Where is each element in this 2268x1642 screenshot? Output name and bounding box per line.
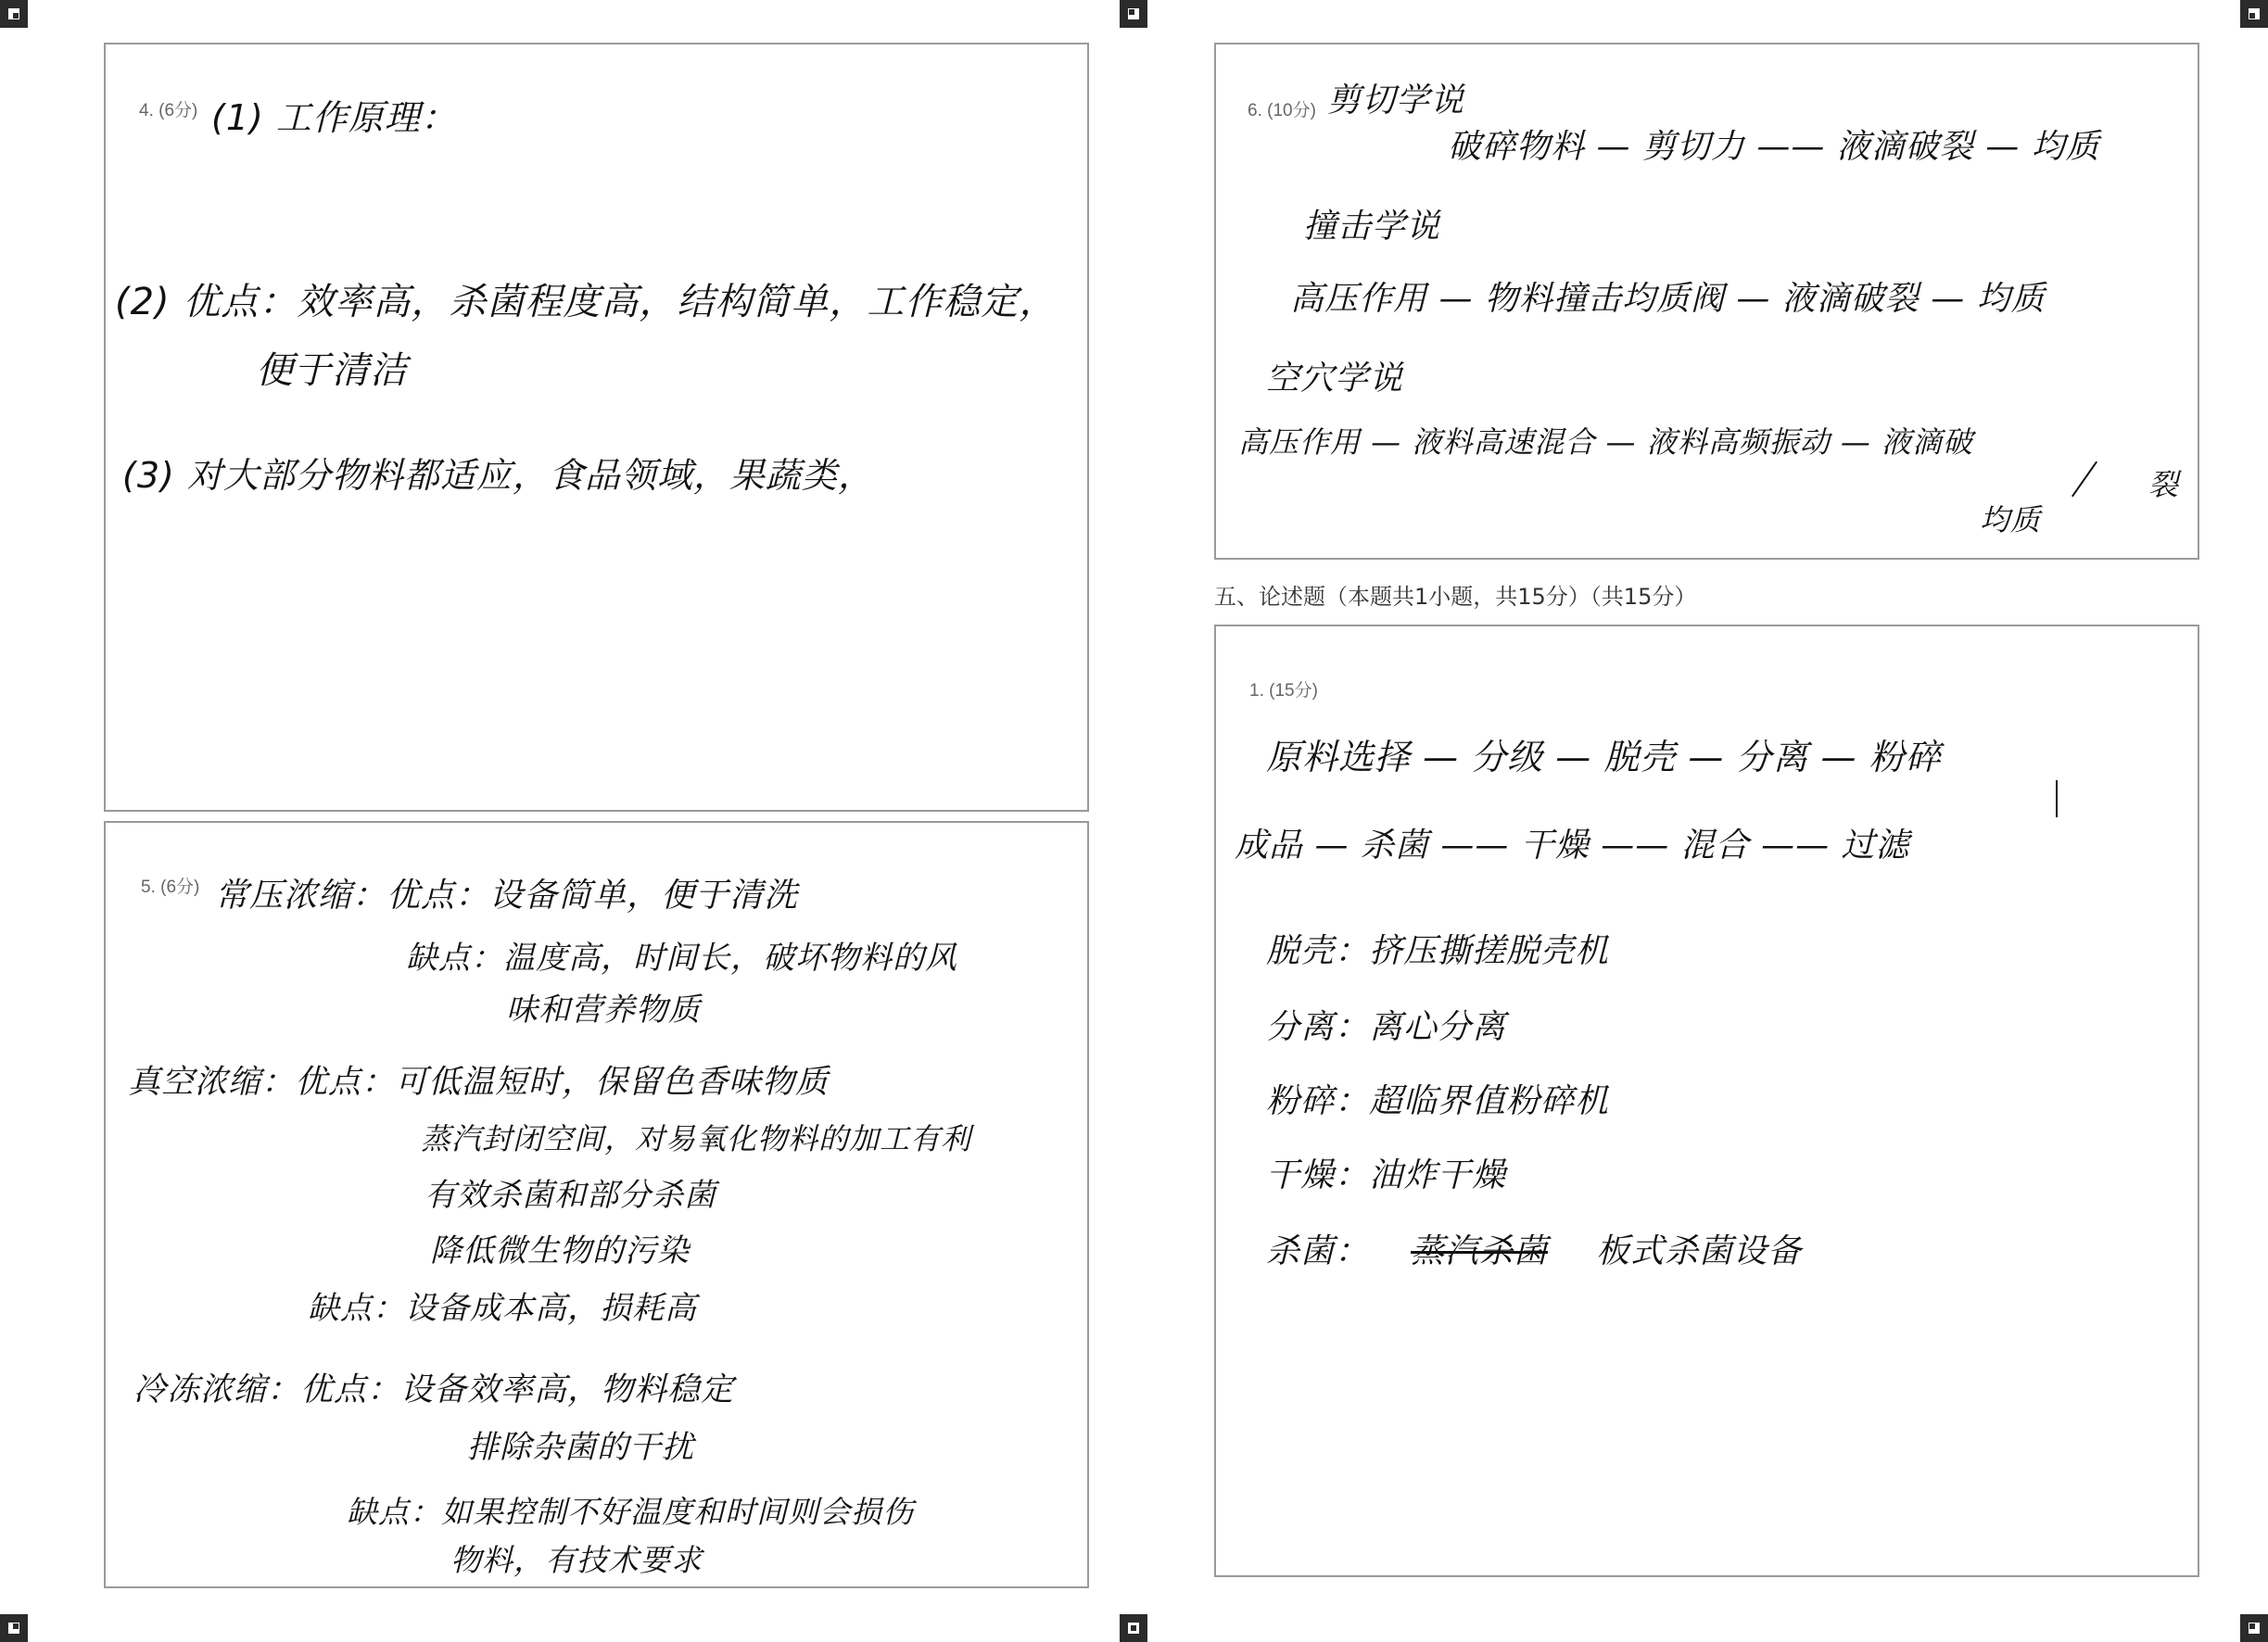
answer-box-q4 xyxy=(104,43,1089,812)
corner-marker-bottom-left xyxy=(0,1614,28,1642)
q6-line-5: 空穴学说 xyxy=(1266,360,1404,398)
q6-line-7: 裂 xyxy=(2148,467,2180,502)
q5-line-6: 有效杀菌和部分杀菌 xyxy=(424,1177,716,1214)
corner-marker-bottom-center xyxy=(1120,1614,1147,1642)
essay-line-4: 分离：离心分离 xyxy=(1266,1008,1507,1046)
corner-marker-bottom-right xyxy=(2240,1614,2268,1642)
essay-line-7b-struck: 蒸汽杀菌 xyxy=(1411,1232,1549,1270)
essay-connector-line xyxy=(2056,780,2058,817)
q6-line-4: 高压作用 — 物料撞击均质阀 — 液滴破裂 — 均质 xyxy=(1290,280,2046,318)
q5-line-10: 排除杂菌的干扰 xyxy=(467,1429,694,1466)
q6-line-2: 破碎物料 — 剪切力 —— 液滴破裂 — 均质 xyxy=(1448,128,2100,166)
q6-line-8: 均质 xyxy=(1980,502,2042,537)
q5-line-8: 缺点：设备成本高，损耗高 xyxy=(308,1290,697,1327)
question-label-q5: 5. (6分) xyxy=(141,878,200,897)
q4-line-2: (2) 优点：效率高，杀菌程度高，结构简单，工作稳定， xyxy=(115,281,1058,323)
corner-marker-top-right xyxy=(2240,0,2268,28)
q6-line-6: 高压作用 — 液料高速混合 — 液料高频振动 — 液滴破 xyxy=(1238,424,1974,460)
q5-line-4: 真空浓缩：优点：可低温短时，保留色香味物质 xyxy=(128,1064,830,1101)
q5-line-3: 味和营养物质 xyxy=(506,992,701,1029)
q4-line-4: (3) 对大部分物料都适应，食品领域，果蔬类， xyxy=(122,455,874,496)
question-label-q6: 6. (10分) xyxy=(1248,101,1316,120)
q5-line-12: 物料，有技术要求 xyxy=(450,1542,703,1578)
question-label-essay-q1: 1. (15分) xyxy=(1249,681,1318,701)
section-title-essay: 五、论述题（本题共1小题，共15分）（共15分） xyxy=(1214,584,1697,610)
q5-line-9: 冷冻浓缩：优点：设备效率高，物料稳定 xyxy=(133,1371,735,1408)
q5-line-7: 降低微生物的污染 xyxy=(430,1232,690,1269)
answer-box-essay-q1 xyxy=(1214,625,2199,1577)
question-label-q4: 4. (6分) xyxy=(139,101,198,120)
corner-marker-top-left xyxy=(0,0,28,28)
q5-line-11: 缺点：如果控制不好温度和时间则会损伤 xyxy=(347,1494,914,1530)
q6-line-1: 剪切学说 xyxy=(1327,82,1465,120)
q6-line-3: 撞击学说 xyxy=(1303,208,1441,246)
q4-line-1: (1) 工作原理： xyxy=(211,97,457,138)
essay-line-6: 干燥：油炸干燥 xyxy=(1266,1156,1507,1194)
q6-branch-line xyxy=(2072,461,2097,498)
answer-box-q6 xyxy=(1214,43,2199,560)
q5-line-2: 缺点：温度高，时间长，破坏物料的风 xyxy=(406,940,957,977)
essay-line-1: 原料选择 — 分级 — 脱壳 — 分离 — 粉碎 xyxy=(1266,737,1942,777)
essay-line-2: 成品 — 杀菌 —— 干燥 —— 混合 —— 过滤 xyxy=(1235,827,1910,865)
q5-line-1: 常压浓缩：优点：设备简单，便于清洗 xyxy=(215,877,799,915)
essay-line-5: 粉碎：超临界值粉碎机 xyxy=(1266,1082,1610,1120)
essay-line-7c: 板式杀菌设备 xyxy=(1596,1232,1803,1270)
essay-line-3: 脱壳：挤压撕搓脱壳机 xyxy=(1266,932,1610,970)
answer-box-q5 xyxy=(104,821,1089,1588)
essay-line-7a: 杀菌： xyxy=(1266,1232,1370,1270)
corner-marker-top-center xyxy=(1120,0,1147,28)
q5-line-5: 蒸汽封闭空间，对易氧化物料的加工有利 xyxy=(421,1121,972,1156)
q4-line-3: 便于清洁 xyxy=(256,349,408,392)
